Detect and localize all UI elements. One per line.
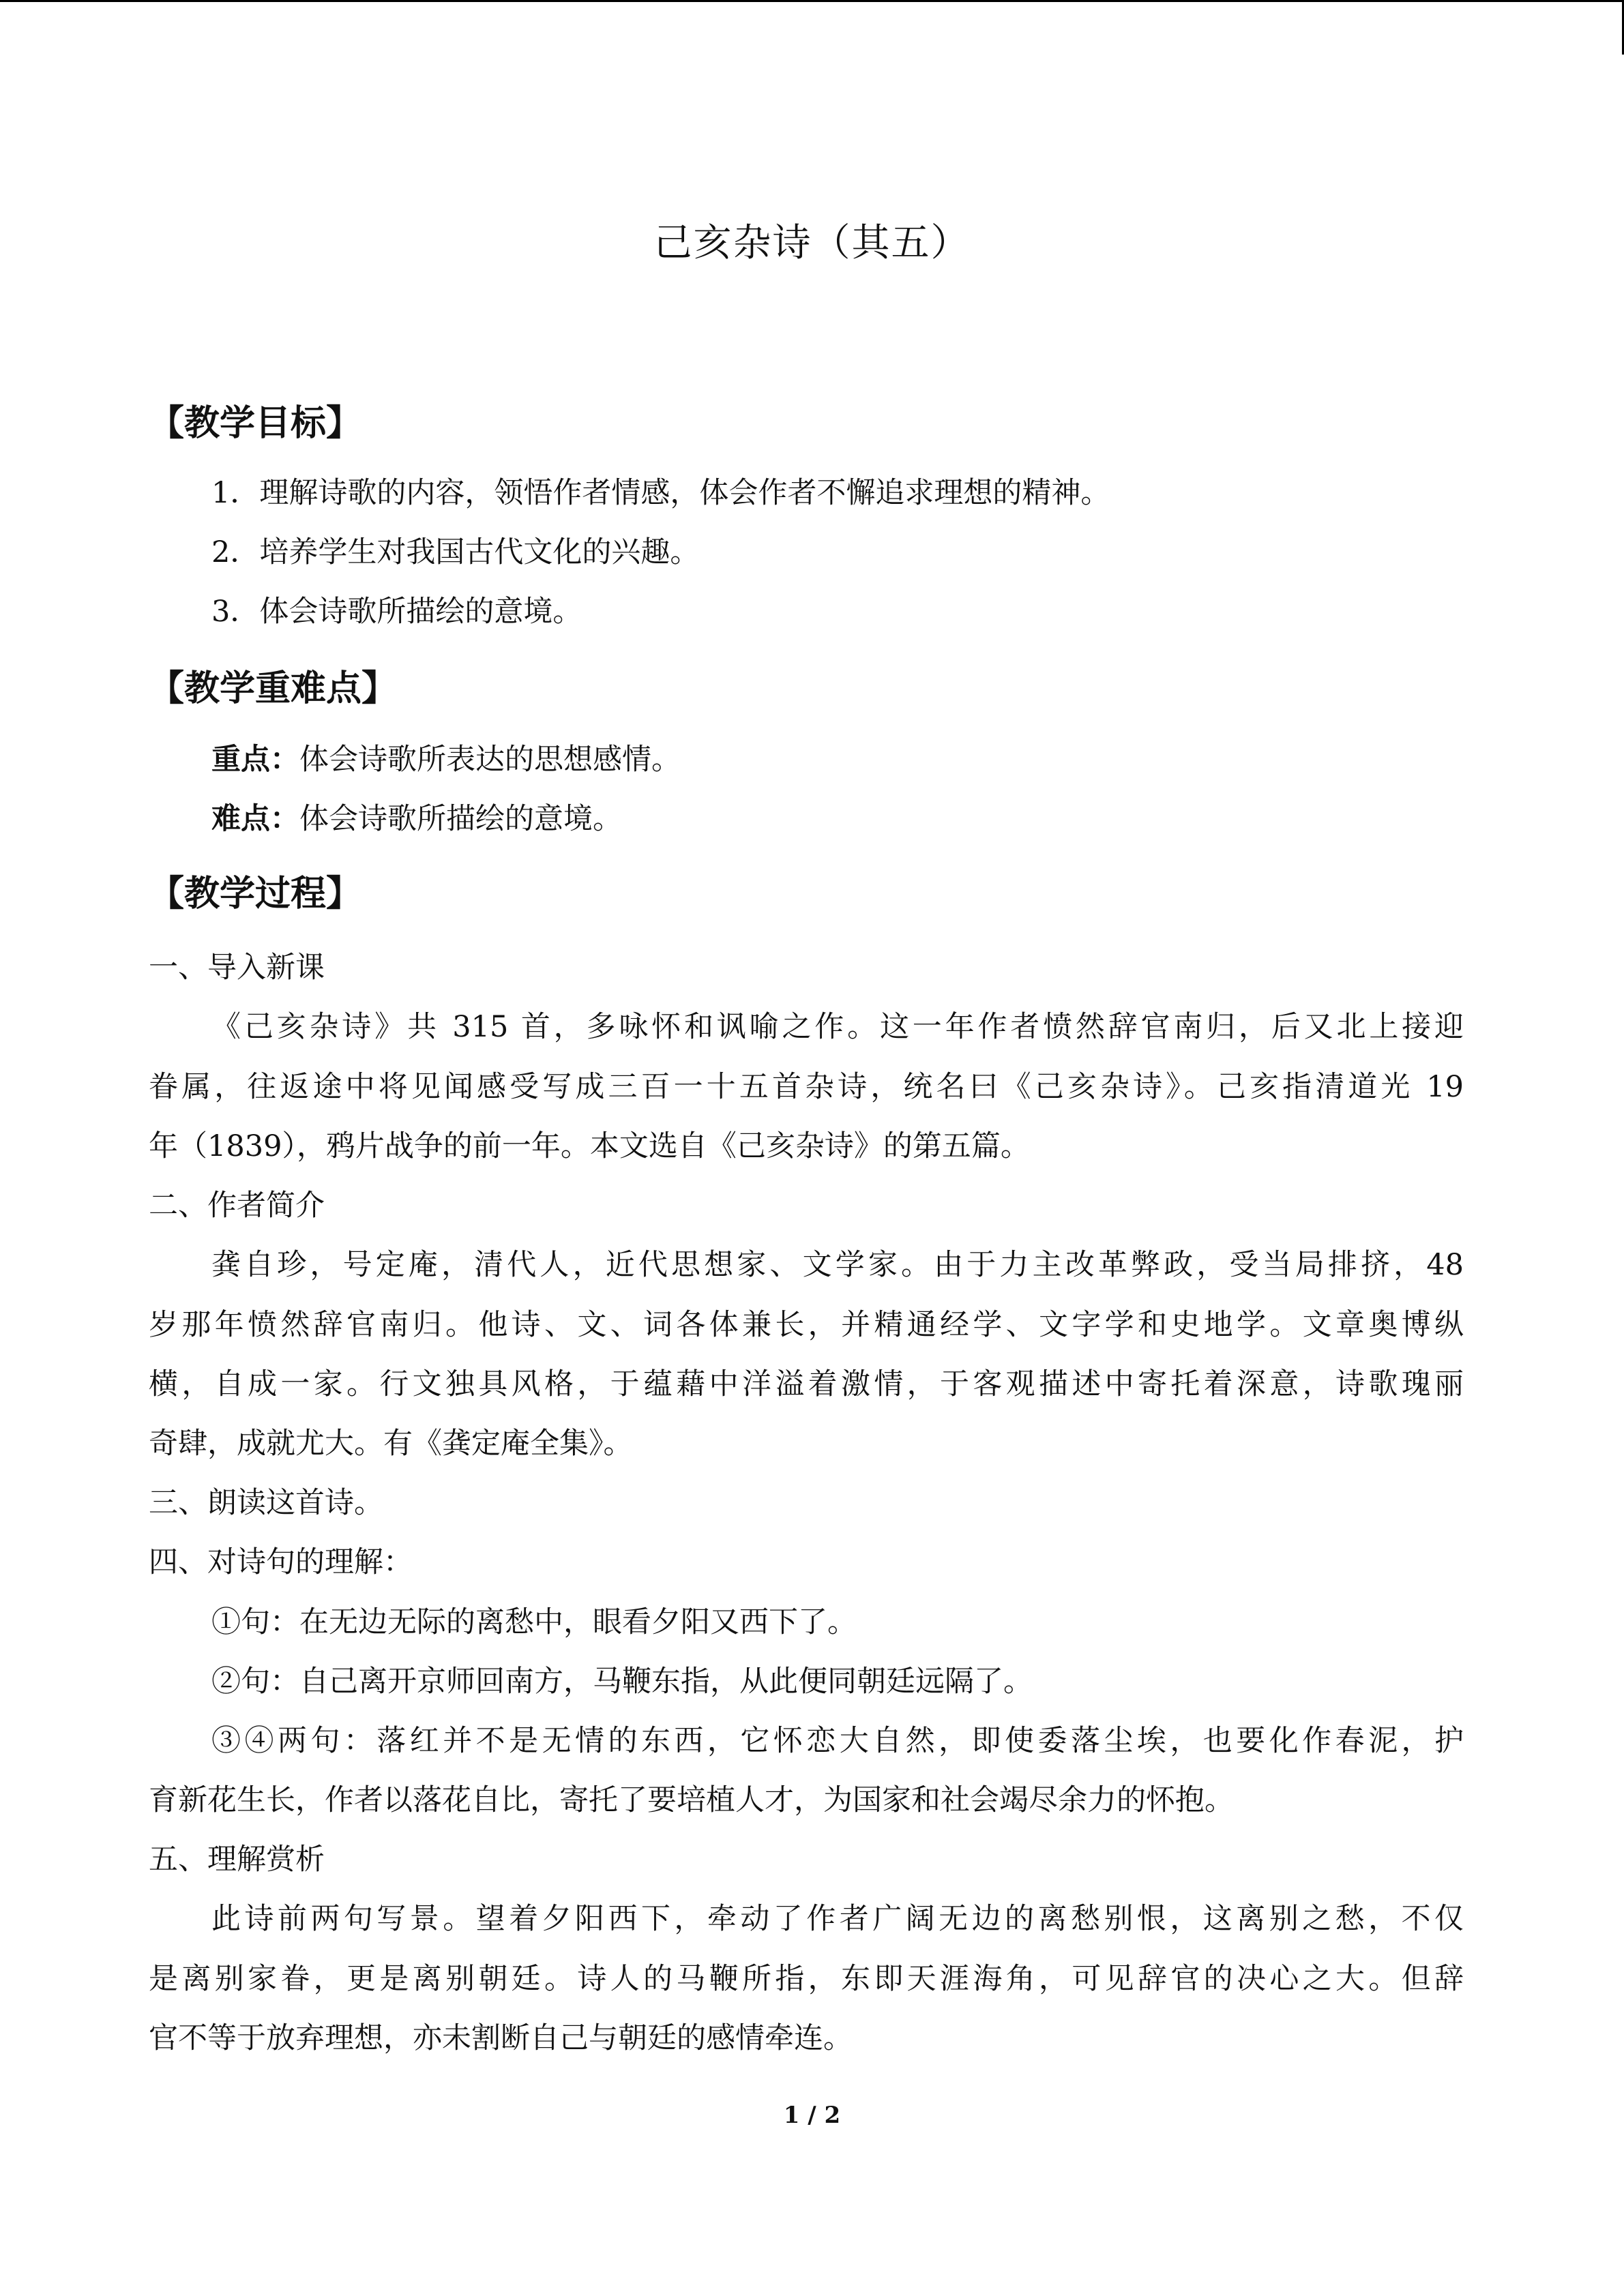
- section-2-para-line-2: 岁那年愤然辞官南归。他诗、文、词各体兼长，并精通经学、文字学和史地学。文章奥博纵: [149, 1308, 1464, 1342]
- section-2-para-line-4: 奇肆，成就尤大。有《龚定庵全集》。: [149, 1427, 633, 1461]
- focus-point: [211, 745, 681, 775]
- section-1-para-line-1: 《己亥杂诗》共 315 首，多咏怀和讽喻之作。这一年作者愤然辞官南归，后又北上接迎: [211, 1010, 1464, 1044]
- focus-text: 体会诗歌所表达的思想感情。: [299, 743, 681, 777]
- heading-key-points: 【教学重难点】: [149, 668, 398, 709]
- section-5-para-line-1: 此诗前两句写景。望着夕阳西下，牵动了作者广阔无边的离愁别恨，这离别之愁，不仅: [211, 1902, 1464, 1936]
- focus-label: 重点：: [211, 743, 299, 777]
- top-border: [0, 0, 1624, 2]
- difficulty-point: [211, 802, 622, 836]
- objective-3: 3．体会诗歌所描绘的意境。: [211, 595, 582, 629]
- section-2-para-line-1: 龚自珍，号定庵，清代人，近代思想家、文学家。由于力主改革弊政，受当局排挤，48: [211, 1248, 1464, 1282]
- section-5-para-line-3: 官不等于放弃理想，亦未割断自己与朝廷的感情牵连。: [149, 2021, 853, 2055]
- section-1-para-line-2: 眷属，往返途中将见闻感受写成三百一十五首杂诗，统名曰《己亥杂诗》。己亥指清道光 19: [149, 1070, 1464, 1104]
- verse-explanation-3-line-1: ③④两句：落红并不是无情的东西，它怀恋大自然，即使委落尘埃，也要化作春泥，护: [211, 1724, 1464, 1758]
- verse-explanation-2: ②句：自己离开京师回南方，马鞭东指，从此便同朝廷远隔了。: [211, 1665, 1033, 1699]
- section-1-para-line-3: 年（1839），鸦片战争的前一年。本文选自《己亥杂诗》的第五篇。: [149, 1129, 1030, 1163]
- page-number: 1 / 2: [783, 2102, 841, 2129]
- section-5-title: 五、理解赏析: [149, 1843, 325, 1877]
- page-title: 己亥杂诗（其五）: [653, 221, 971, 265]
- objective-1: 1．理解诗歌的内容，领悟作者情感，体会作者不懈追求理想的精神。: [211, 476, 1110, 510]
- heading-objectives: 【教学目标】: [149, 403, 362, 444]
- difficulty-label: 难点：: [211, 802, 299, 836]
- section-1-title: 一、导入新课: [149, 951, 325, 985]
- objective-2: 2．培养学生对我国古代文化的兴趣。: [211, 535, 700, 569]
- section-5-para-line-2: 是离别家眷，更是离别朝廷。诗人的马鞭所指，东即天涯海角，可见辞官的决心之大。但辞: [149, 1962, 1464, 1996]
- heading-process: 【教学过程】: [149, 874, 362, 914]
- verse-explanation-3-line-2: 育新花生长，作者以落花自比，寄托了要培植人才，为国家和社会竭尽余力的怀抱。: [149, 1783, 1234, 1817]
- section-2-title: 二、作者简介: [149, 1189, 325, 1223]
- section-3-title: 三、朗读这首诗。: [149, 1486, 383, 1520]
- section-2-para-line-3: 横，自成一家。行文独具风格，于蕴藉中洋溢着激情，于客观描述中寄托着深意，诗歌瑰丽: [149, 1367, 1464, 1401]
- verse-explanation-1: ①句：在无边无际的离愁中，眼看夕阳又西下了。: [211, 1605, 857, 1639]
- difficulty-text: 体会诗歌所描绘的意境。: [299, 802, 622, 836]
- section-4-title: 四、对诗句的理解：: [149, 1545, 413, 1579]
